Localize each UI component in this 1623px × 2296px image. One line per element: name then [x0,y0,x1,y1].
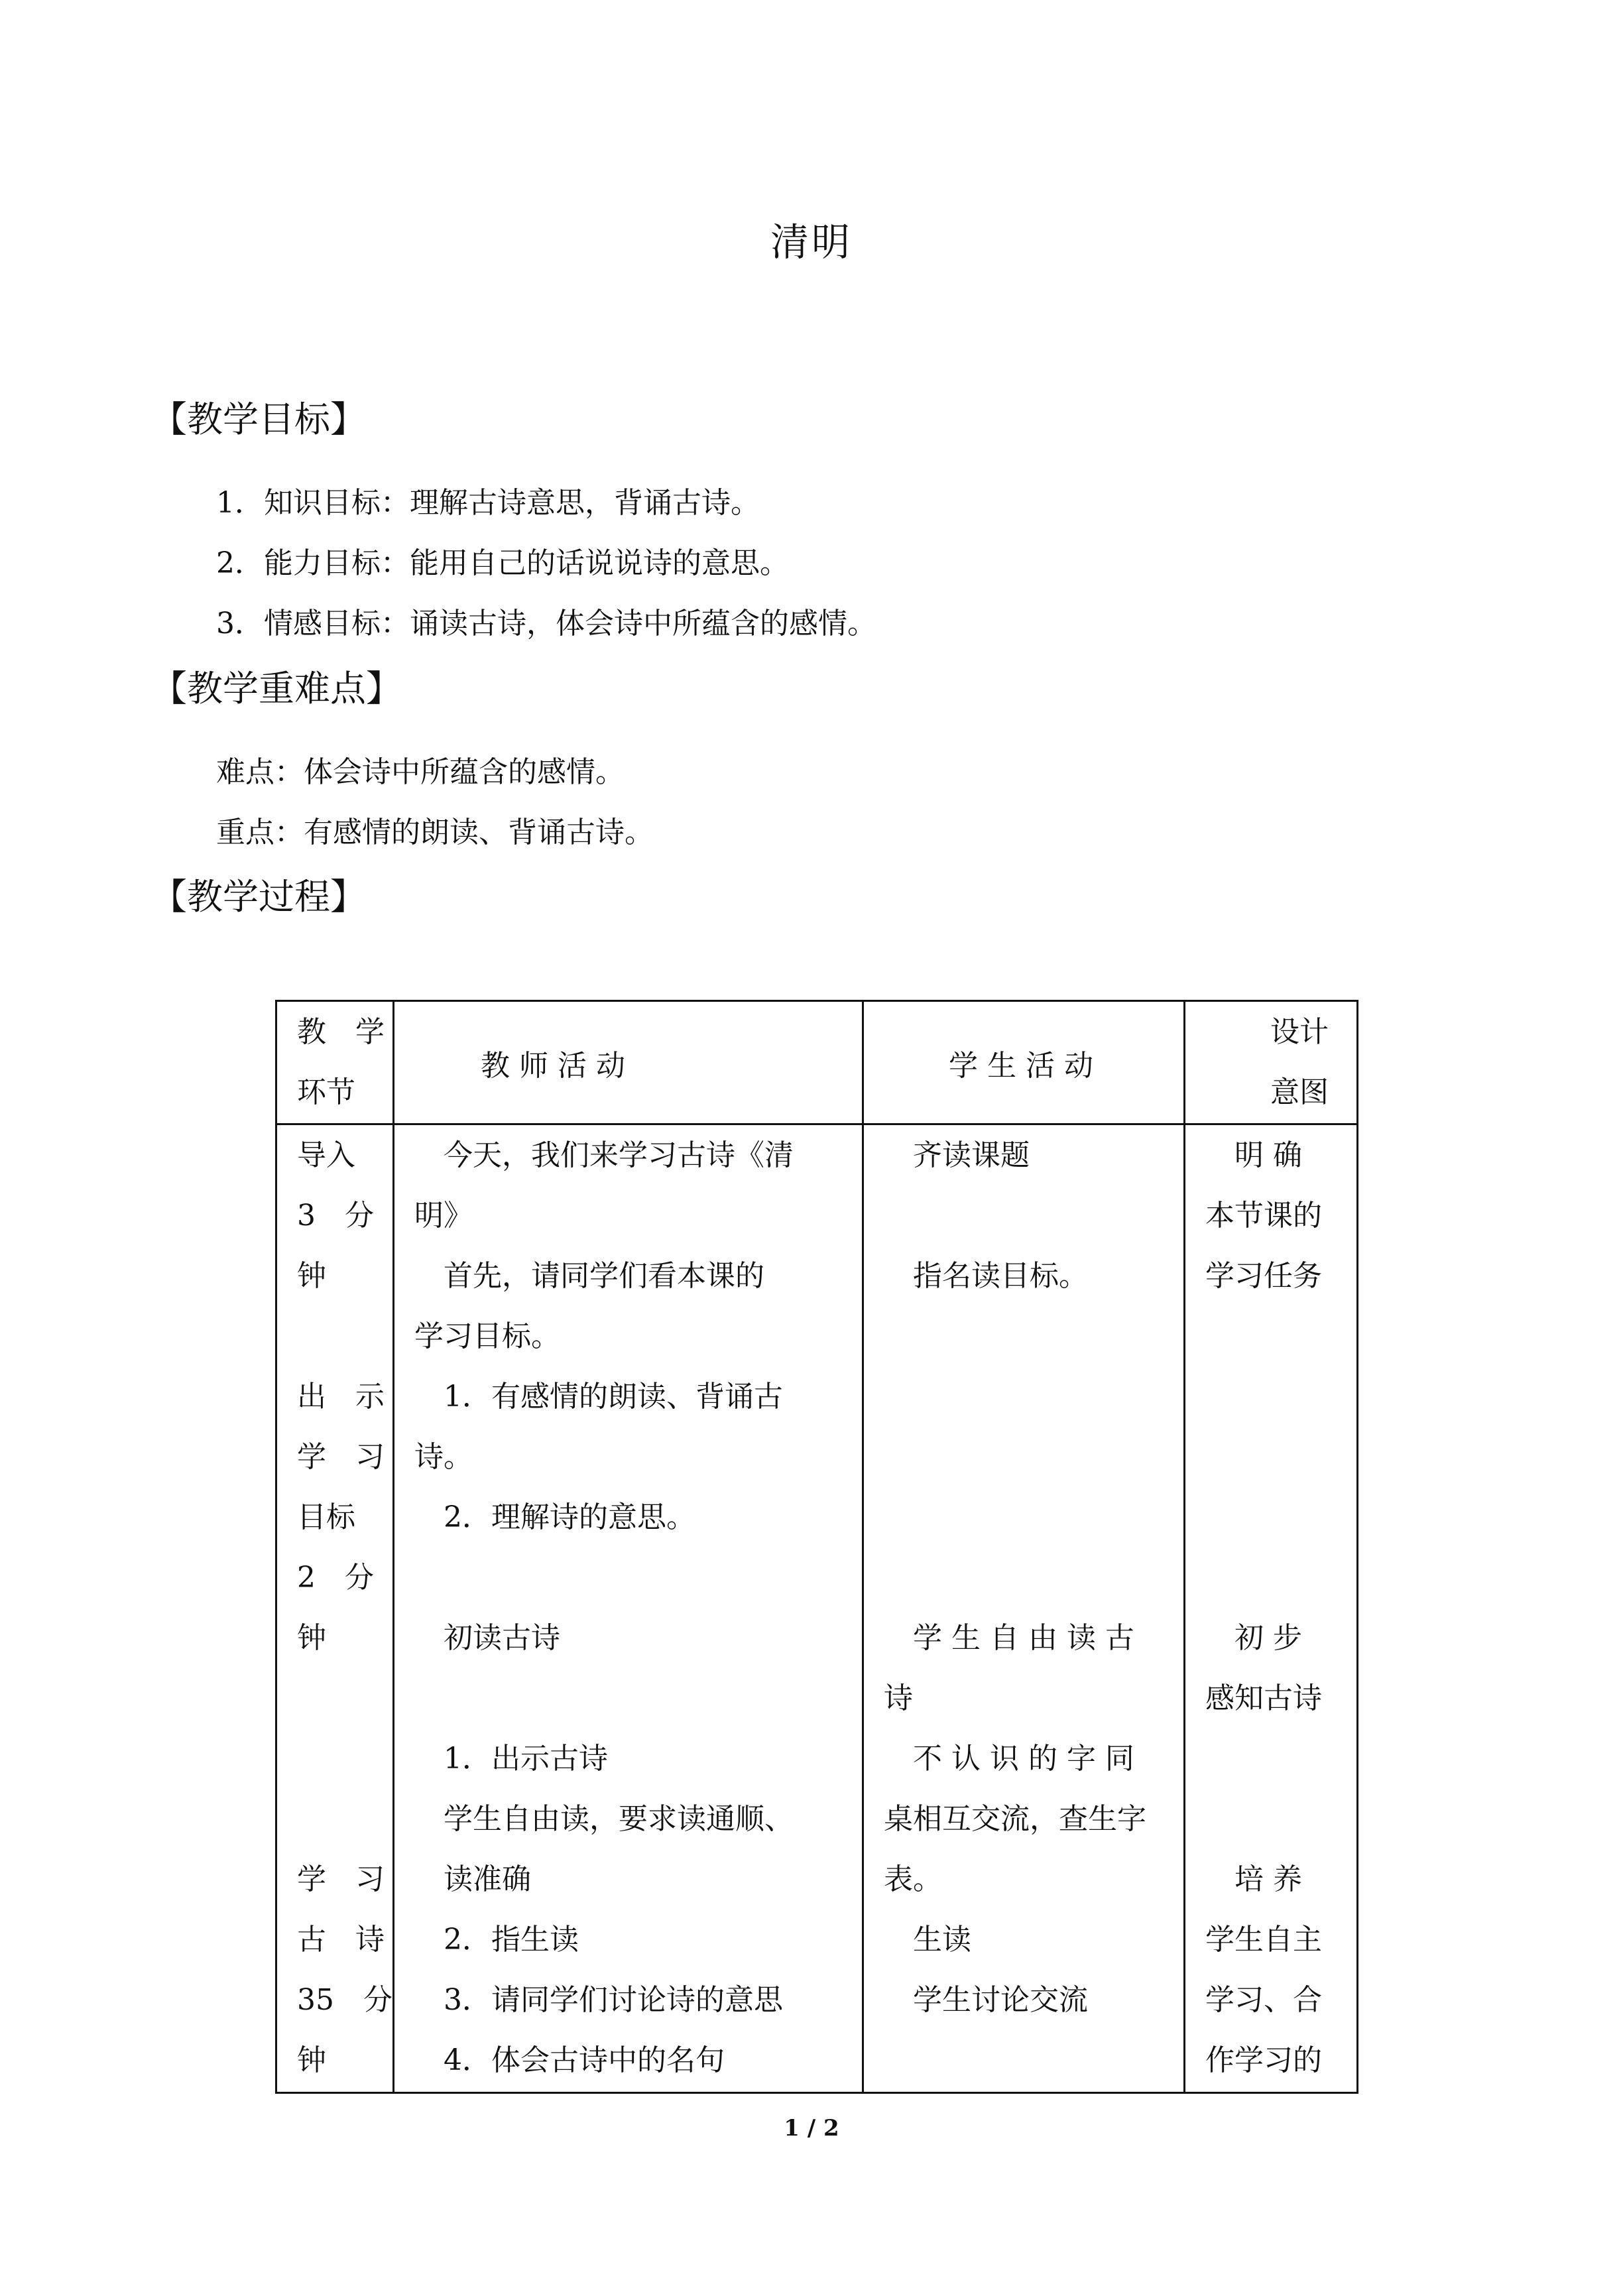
teacher-line [414,1668,862,1728]
keypoints-heading: 【教学重难点】 [151,668,402,709]
intent-line [1205,1487,1356,1547]
intent-line [1205,1427,1356,1487]
table-row [276,1124,1358,2093]
teacher-line: 今天，我们来学习古诗《清 [414,1138,794,1172]
student-lines [884,1125,1183,2090]
header-teacher-label: 教 师 活 动 [481,1048,625,1083]
stage-line: 钟 [297,1259,326,1293]
header-student-label: 学 生 活 动 [949,1048,1093,1083]
intent-line: 培 养 [1205,1862,1302,1896]
goals-heading: 【教学目标】 [151,398,366,440]
student-line: 指名读目标。 [884,1259,1088,1293]
header-intent-line2: 意图 [1270,1075,1329,1109]
stage-line: 学 习 [297,1862,385,1896]
goal-item-3: 3．情感目标：诵读古诗，体会诗中所蕴含的感情。 [216,607,876,640]
student-line: 不 认 识 的 字 同 [884,1742,1134,1776]
stage-cell [276,1124,394,2093]
student-line [884,1185,1183,1246]
student-line: 表。 [884,1862,942,1896]
teacher-line: 4．体会古诗中的名句 [414,2043,725,2077]
stage-lines [297,1125,392,2090]
intent-line [1205,1366,1356,1427]
student-line: 生读 [884,1923,971,1957]
teacher-line: 2．理解诗的意思。 [414,1500,695,1534]
student-line: 桌相互交流，查生字 [884,1802,1146,1836]
student-line: 诗 [884,1681,913,1715]
stage-line: 35 分 [297,1983,392,2017]
teacher-line: 3．请同学们讨论诗的意思 [414,1983,783,2017]
stage-line: 出 示 [297,1380,385,1414]
intent-line [1205,1728,1356,1789]
teacher-line: 首先，请同学们看本课的 [414,1259,764,1293]
teacher-cell [394,1124,863,2093]
intent-line [1205,1306,1356,1366]
teacher-line: 1．有感情的朗读、背诵古 [414,1380,783,1414]
intent-line: 学生自主 [1205,1923,1322,1957]
student-line: 学生讨论交流 [884,1983,1088,2017]
stage-line: 导入 [297,1138,355,1172]
teacher-line: 2．指生读 [414,1923,579,1957]
goal-item-2: 2．能力目标：能用自己的话说说诗的意思。 [216,546,789,580]
stage-line: 2 分 [297,1561,374,1595]
teacher-line: 初读古诗 [414,1621,560,1655]
header-stage-line2: 环节 [297,1075,355,1109]
intent-line: 感知古诗 [1205,1681,1322,1715]
teacher-line: 诗。 [414,1440,473,1474]
intent-line: 初 步 [1205,1621,1302,1655]
process-heading: 【教学过程】 [151,876,366,918]
teacher-line [414,1547,862,1608]
stage-line: 学 习 [297,1440,385,1474]
header-stage-line1: 教 学 [297,1015,385,1049]
intent-line [1205,1547,1356,1608]
table-header-row [276,1001,1358,1124]
student-line [884,1427,1183,1487]
student-cell [863,1124,1185,2093]
student-line [884,1487,1183,1547]
goal-item-1: 1．知识目标：理解古诗意思，背诵古诗。 [216,486,760,520]
stage-line: 钟 [297,2043,326,2077]
teacher-line: 学习目标。 [414,1319,560,1353]
student-line [884,1366,1183,1427]
intent-line: 明 确 [1205,1138,1302,1172]
intent-line: 学习任务 [1205,1259,1322,1293]
student-line [884,2030,1183,2090]
header-teacher-cell [394,1001,863,1124]
lesson-process-table [275,1000,1358,2094]
intent-line: 作学习的 [1205,2043,1322,2077]
header-intent-line1: 设计 [1270,1015,1329,1049]
stage-line [297,1728,392,1789]
teacher-line: 学生自由读，要求读通顺、 [414,1802,794,1836]
keypoint-focus: 重点：有感情的朗读、背诵古诗。 [216,816,654,849]
teacher-line: 读准确 [414,1862,531,1896]
student-line: 齐读课题 [884,1138,1030,1172]
stage-line: 目标 [297,1500,355,1534]
header-stage-cell [276,1001,394,1124]
page-title: 清明 [770,219,853,265]
teacher-line: 1．出示古诗 [414,1742,608,1776]
teacher-line: 明》 [414,1199,473,1233]
stage-line: 钟 [297,1621,326,1655]
student-line [884,1547,1183,1608]
intent-line: 学习、合 [1205,1983,1322,2017]
stage-line [297,1789,392,1849]
header-intent-cell [1185,1001,1358,1124]
stage-line [297,1306,392,1366]
intent-line [1205,1789,1356,1849]
intent-lines [1205,1125,1356,2090]
intent-cell [1185,1124,1358,2093]
teacher-lines [414,1125,862,2090]
header-student-cell [863,1001,1185,1124]
stage-line: 古 诗 [297,1923,385,1957]
student-line [884,1306,1183,1366]
page-number: 1 / 2 [784,2115,839,2142]
student-line: 学 生 自 由 读 古 [884,1621,1134,1655]
stage-line: 3 分 [297,1199,374,1233]
stage-line [297,1668,392,1728]
intent-line: 本节课的 [1205,1199,1322,1233]
keypoint-difficulty: 难点：体会诗中所蕴含的感情。 [216,755,625,789]
